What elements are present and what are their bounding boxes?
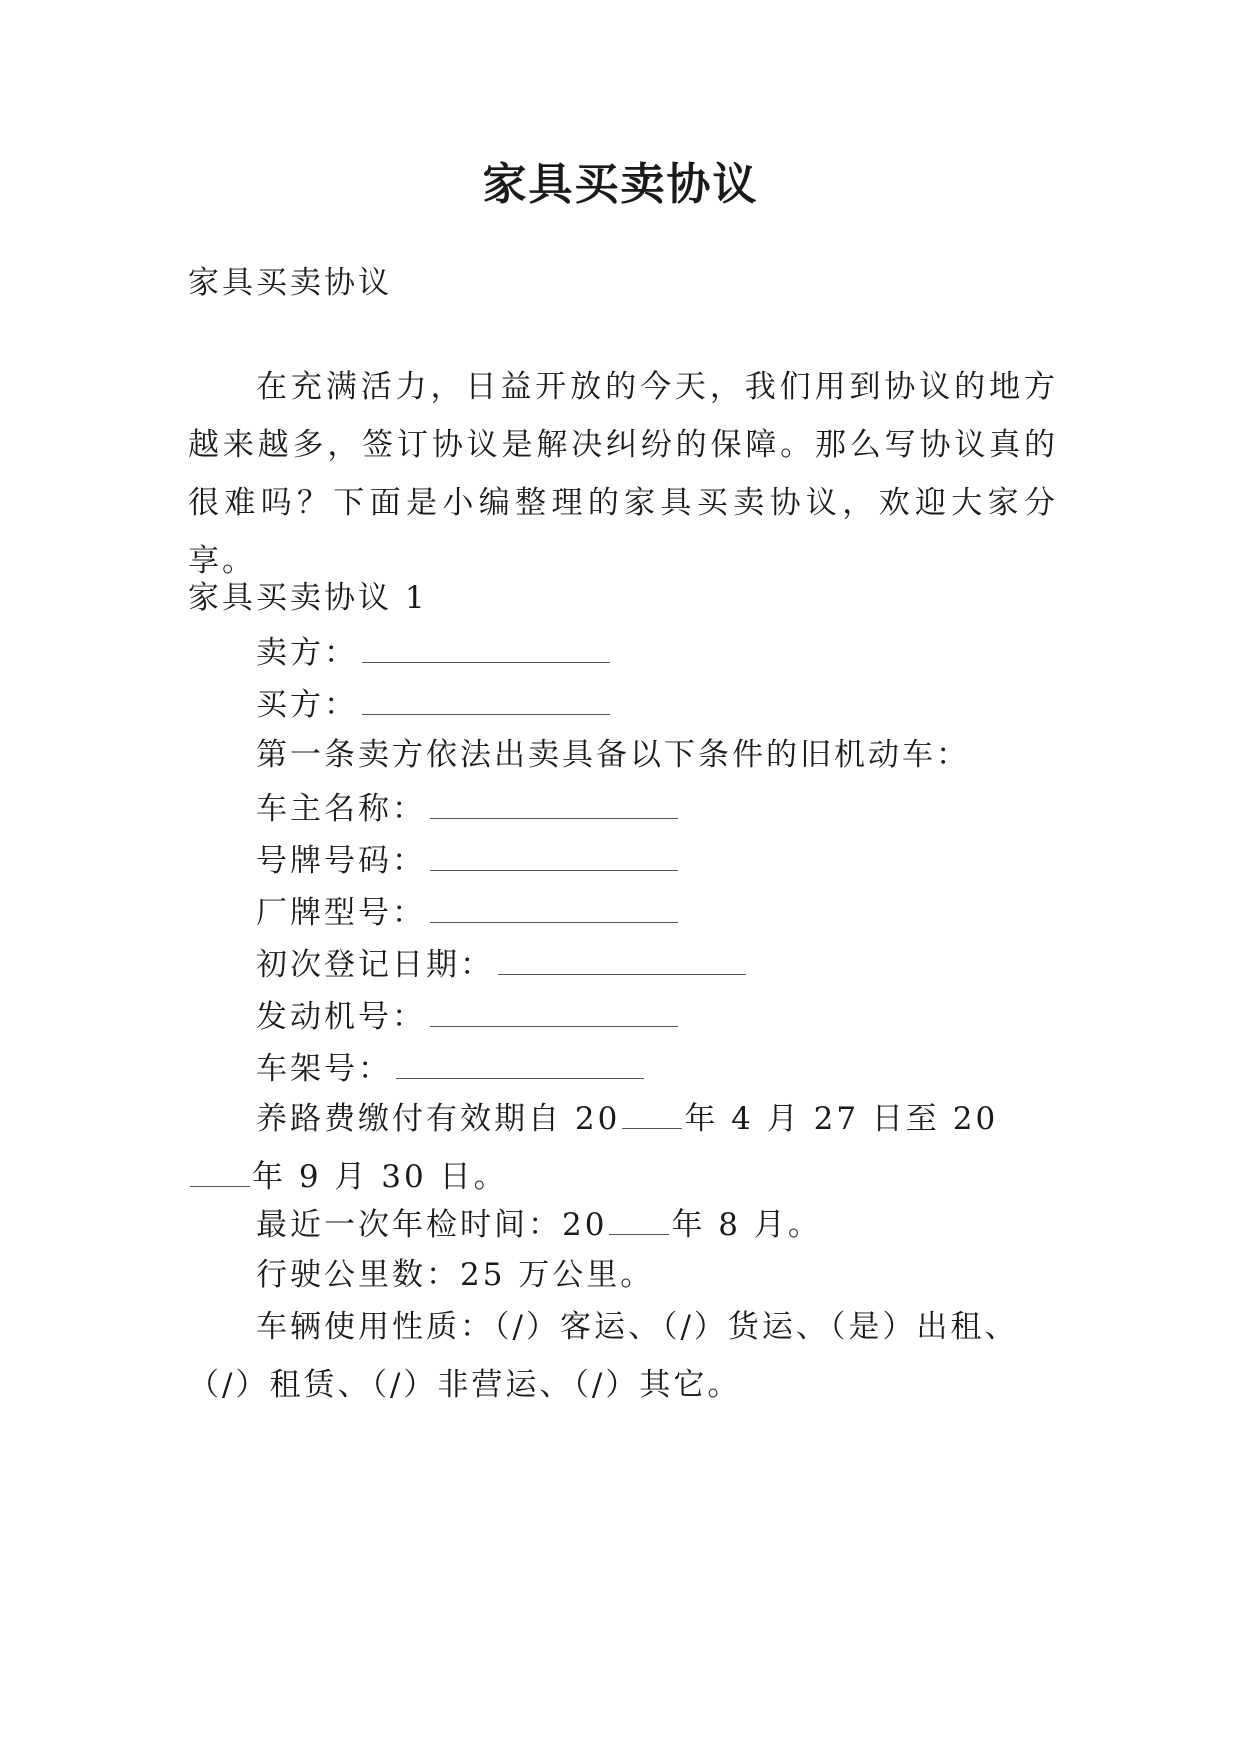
model-label: 厂牌型号： [256, 895, 426, 931]
frame-number-blank [396, 1052, 644, 1079]
buyer-field [256, 688, 610, 721]
owner-name-blank [430, 792, 678, 819]
model-blank [430, 896, 678, 923]
buyer-blank [362, 688, 610, 715]
seller-blank [362, 636, 610, 663]
article-1: 第一条卖方依法出卖具备以下条件的旧机动车： [256, 737, 970, 773]
engine-number-label: 发动机号： [256, 999, 426, 1035]
road-fee-text-1: 养路费缴付有效期自 20 [256, 1101, 621, 1137]
road-fee-year-blank-2 [190, 1160, 250, 1187]
seller-label: 卖方： [256, 635, 358, 671]
frame-number-label: 车架号： [256, 1051, 392, 1087]
buyer-label: 买方： [256, 687, 358, 723]
first-registration-field [256, 948, 746, 981]
inspection-year-blank [609, 1208, 669, 1235]
intro-paragraph: 在充满活力，日益开放的今天，我们用到协议的地方越来越多，签订协议是解决纠纷的保障。那么写协议真的很难吗？下面是小编整理的家具买卖协议，欢迎大家分享。 [188, 369, 1058, 579]
mileage-line: 行驶公里数：25 万公里。 [256, 1257, 655, 1293]
engine-number-blank [430, 1000, 678, 1027]
plate-number-label: 号牌号码： [256, 843, 426, 879]
section-heading: 家具买卖协议 1 [188, 580, 428, 616]
plate-number-field [256, 844, 678, 877]
engine-number-field [256, 1000, 678, 1033]
owner-name-field [256, 792, 678, 825]
frame-number-field [256, 1052, 644, 1085]
inspection-text-2: 年 8 月。 [671, 1207, 822, 1243]
owner-name-label: 车主名称： [256, 791, 426, 827]
seller-field [256, 636, 610, 669]
road-fee-paragraph [188, 1090, 1058, 1206]
road-fee-text-3: 年 9 月 30 日。 [252, 1159, 508, 1195]
document-subtitle: 家具买卖协议 [188, 265, 392, 301]
document-title: 家具买卖协议 [482, 159, 759, 210]
first-registration-blank [498, 948, 746, 975]
model-field [256, 896, 678, 929]
usage-paragraph: 车辆使用性质：（/）客运、（/）货运、（是）出租、（/）租赁、（/）非营运、（/）其它。 [188, 1309, 1019, 1403]
first-registration-label: 初次登记日期： [256, 947, 494, 983]
road-fee-year-blank-1 [622, 1102, 682, 1129]
inspection-text-1: 最近一次年检时间：20 [256, 1207, 608, 1243]
plate-number-blank [430, 844, 678, 871]
inspection-field [256, 1208, 822, 1241]
road-fee-text-2: 年 4 月 27 日至 20 [684, 1101, 999, 1137]
